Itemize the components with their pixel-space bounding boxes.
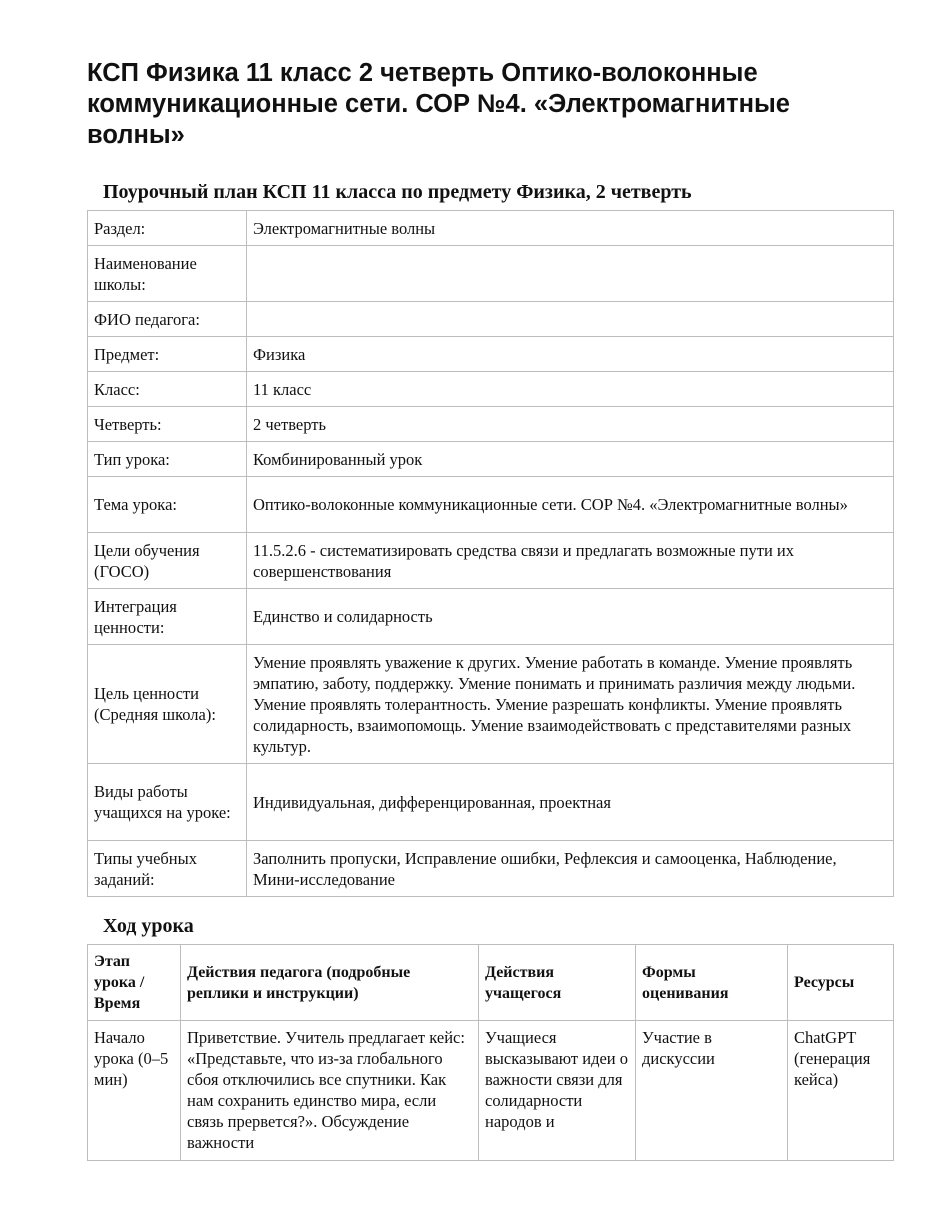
info-row	[88, 477, 894, 533]
info-value: 2 четверть	[247, 407, 894, 442]
info-row	[88, 211, 894, 246]
info-row	[88, 533, 894, 589]
info-row	[88, 246, 894, 302]
header-student-actions: Действия учащегося	[479, 945, 636, 1021]
header-stage: Этап урока / Время	[88, 945, 181, 1021]
info-value: Заполнить пропуски, Исправление ошибки, Рефлексия и самооценка, Наблюдение, Мини-исследование	[247, 841, 894, 897]
course-resources-cell: ChatGPT (генерация кейса)	[788, 1021, 894, 1161]
info-row	[88, 407, 894, 442]
info-value: Оптико-волоконные коммуникационные сети. СОР №4. «Электромагнитные волны»	[247, 477, 894, 533]
info-label: Цели обучения (ГОСО)	[88, 533, 247, 589]
info-value	[247, 302, 894, 337]
info-row	[88, 645, 894, 764]
info-label: Интеграция ценности:	[88, 589, 247, 645]
info-value: Электромагнитные волны	[247, 211, 894, 246]
info-row	[88, 442, 894, 477]
info-label: ФИО педагога:	[88, 302, 247, 337]
info-label: Типы учебных заданий:	[88, 841, 247, 897]
lesson-info-body	[88, 211, 894, 897]
document-page	[87, 58, 893, 1161]
info-value: Физика	[247, 337, 894, 372]
info-value: Комбинированный урок	[247, 442, 894, 477]
info-label: Тип урока:	[88, 442, 247, 477]
info-label: Предмет:	[88, 337, 247, 372]
info-label: Класс:	[88, 372, 247, 407]
lesson-info-table	[87, 210, 894, 897]
document-title: КСП Физика 11 класс 2 четверть Оптико-волоконные коммуникационные сети. СОР №4. «Электромагнитные волны»	[87, 59, 790, 149]
info-label: Раздел:	[88, 211, 247, 246]
course-title: Ход урока	[103, 915, 194, 937]
info-label: Наименование школы:	[88, 246, 247, 302]
info-row	[88, 372, 894, 407]
info-row	[88, 764, 894, 841]
info-row	[88, 337, 894, 372]
course-stage-cell: Начало урока (0–5 мин)	[88, 1021, 181, 1161]
info-label: Тема урока:	[88, 477, 247, 533]
course-student-cell: Учащиеся высказывают идеи о важности связи для солидарности народов и	[479, 1021, 636, 1161]
info-row	[88, 841, 894, 897]
info-value: Единство и солидарность	[247, 589, 894, 645]
course-teacher-cell: Приветствие. Учитель предлагает кейс: «Представьте, что из-за глобального сбоя отключились все спутники. Как нам сохранить единство мира, если связь прервется?». Обсуждение важности	[181, 1021, 479, 1161]
header-teacher-actions: Действия педагога (подробные реплики и инструкции)	[181, 945, 479, 1021]
info-label: Цель ценности (Средняя школа):	[88, 645, 247, 764]
info-value: 11 класс	[247, 372, 894, 407]
header-assessment: Формы оценивания	[636, 945, 788, 1021]
header-resources: Ресурсы	[788, 945, 894, 1021]
course-row	[88, 1021, 894, 1161]
info-label: Четверть:	[88, 407, 247, 442]
info-row	[88, 589, 894, 645]
info-value: Индивидуальная, дифференцированная, проектная	[247, 764, 894, 841]
lesson-course-table	[87, 944, 894, 1161]
info-row	[88, 302, 894, 337]
info-label: Виды работы учащихся на уроке:	[88, 764, 247, 841]
info-value: Умение проявлять уважение к других. Умение работать в команде. Умение проявлять эмпатию, заботу, поддержку. Умение понимать и принимать различия между людьми. Умение проявлять толерантность. Умение разрешать конфликты. Умение проявлять солидарность, взаимопомощь. Умение взаимодействовать с представителями разных культур.	[247, 645, 894, 764]
info-value	[247, 246, 894, 302]
course-assessment-cell: Участие в дискуссии	[636, 1021, 788, 1161]
plan-title: Поурочный план КСП 11 класса по предмету Физика, 2 четверть	[103, 181, 692, 203]
course-header-row	[88, 945, 894, 1021]
info-value: 11.5.2.6 - систематизировать средства связи и предлагать возможные пути их совершенствования	[247, 533, 894, 589]
